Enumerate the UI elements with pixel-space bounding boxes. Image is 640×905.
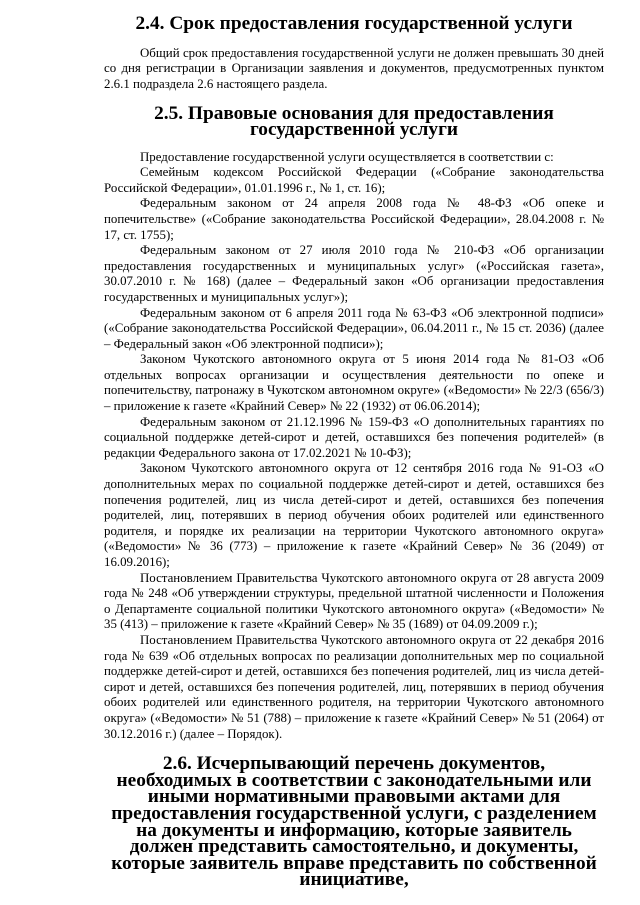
section-2-5-heading: 2.5. Правовые основания для предоставления государственной услуги xyxy=(154,103,554,140)
paragraph: Постановлением Правительства Чукотского автономного округа от 28 августа 2009 года № 248 «Об утверждении структуры, предельной штатной численности и Положения о Департаменте социальной политики Чукотского автономного округа» («Ведомости» № 35 (413) – приложение к газете «Крайний Север» № 35 (1689) от 04.09.2009 г.); xyxy=(104,570,604,632)
section-2-4-body xyxy=(104,46,604,93)
paragraph: Законом Чукотского автономного округа от 12 сентября 2016 года № 91-ОЗ «О дополнительных мерах по социальной поддержке детей-сирот и детей, оставшихся без попечения родителей, лиц из числа детей-сирот и детей, оставшихся без попечения родителей, лиц, потерявших в период обучения обоих родителей или единственного родителя, и порядке их реализации на территории Чукотского автономного округа» («Ведомости» № 36 (773) – приложение к газете «Крайний Север» № 36 (2049) от 16.09.2016); xyxy=(104,461,604,569)
section-2-6-heading: 2.6. Исчерпывающий перечень документов, необходимых в соответствии с законодательными или иными нормативными правовыми актами для предоставления государственной услуги, с разделением на документы и информацию, которые заявитель должен представить самостоятельно, и документы, которые заявитель вправе представить по собственной инициативе, xyxy=(111,753,597,891)
paragraph: Постановлением Правительства Чукотского автономного округа от 22 декабря 2016 года № 639 «Об отдельных вопросах по реализации дополнительных мер по социальной поддержке детей-сирот и детей, оставшихся без попечения родителей, лиц из числа детей-сирот и детей, оставшихся без попечения родителей, лиц, потерявших в период обучения обоих родителей или единственного родителя, на территории Чукотского автономного округа» («Ведомости» № 51 (788) – приложение к газете «Крайний Север» № 51 (2064) от 30.12.2016 г.) (далее – Порядок). xyxy=(104,632,604,741)
paragraph: Законом Чукотского автономного округа от 5 июня 2014 года № 81-ОЗ «Об отдельных вопросах организации и осуществления деятельности по опеке и попечительству, патронажу в Чукотском автономном округе» («Ведомости» № 22/3 (656/3) – приложение к газете «Крайний Север» № 22 (1932) от 06.06.2014); xyxy=(104,352,604,414)
paragraph: Предоставление государственной услуги осуществляется в соответствии с: xyxy=(140,149,554,164)
paragraph: Семейным кодексом Российской Федерации («Собрание законодательства Российской Федерации», 01.01.1996 г., № 1, ст. 16); xyxy=(104,165,604,195)
paragraph: Федеральным законом от 6 апреля 2011 года № 63-ФЗ «Об электронной подписи» («Собрание законодательства Российской Федерации», 06.04.2011 г., № 15 ст. 2036) (далее – Федеральный закон «Об электронной подписи»); xyxy=(104,305,604,351)
paragraph: Федеральным законом от 24 апреля 2008 года № 48-ФЗ «Об опеке и попечительстве» («Собрание законодательства Российской Федерации», 28.04.2008 г. № 17, ст. 1755); xyxy=(104,196,604,242)
section-2-4-heading: 2.4. Срок предоставления государственной услуги xyxy=(135,13,573,34)
section-2-5-body xyxy=(104,150,604,743)
paragraph: Федеральным законом от 21.12.1996 № 159-ФЗ «О дополнительных гарантиях по социальной поддержке детей-сирот и детей, оставшихся без попечения родителей» (в редакции Федерального закона от 17.02.2021 № 10-ФЗ); xyxy=(104,414,604,460)
paragraph: Общий срок предоставления государственной услуги не должен превышать 30 дней со дня регистрации в Организации заявления и документов, предусмотренных пунктом 2.6.1 подраздела 2.6 настоящего раздела. xyxy=(104,45,604,91)
paragraph: Федеральным законом от 27 июля 2010 года № 210-ФЗ «Об организации предоставления государственных и муниципальных услуг» («Российская газета», 30.07.2010 г. № 168) (далее – Федеральный закон «Об организации предоставления государственных и муниципальных услуг»); xyxy=(104,243,604,304)
